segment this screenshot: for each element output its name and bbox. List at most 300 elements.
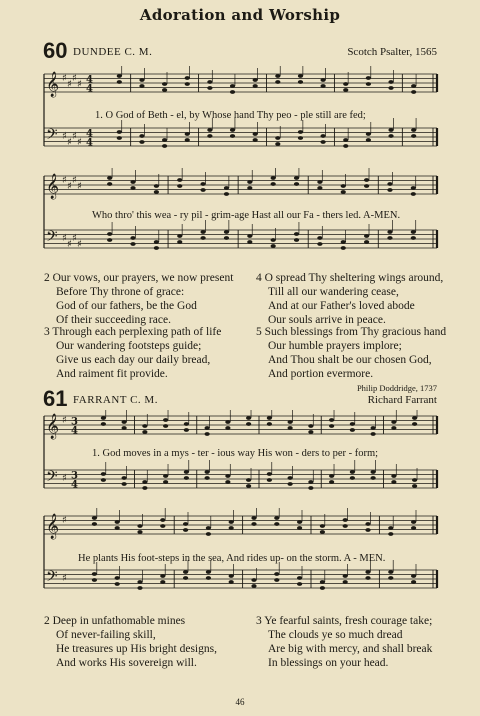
notehead [320, 586, 325, 590]
notehead [320, 524, 325, 528]
hymn-number-61: 61 [43, 386, 68, 411]
tune-name-farrant: FARRANT C. M. [73, 394, 158, 406]
notehead [230, 128, 235, 132]
time-signature-top: 3 [71, 416, 78, 428]
notehead [160, 518, 165, 522]
notehead [365, 576, 370, 580]
notehead [343, 82, 348, 86]
notehead [107, 176, 112, 180]
treble-clef-icon: 𝄞 [46, 72, 60, 97]
bass-clef-icon: 𝄢 [46, 228, 58, 249]
notehead [308, 486, 313, 490]
notehead [201, 230, 206, 234]
notehead [184, 422, 189, 426]
notehead [201, 182, 206, 186]
notehead [160, 524, 165, 528]
notehead [288, 482, 293, 486]
notehead [412, 484, 417, 488]
notehead [251, 584, 256, 588]
page-number: 46 [235, 697, 245, 707]
notehead [162, 82, 167, 86]
sharp-icon: ♯ [67, 239, 72, 250]
notehead [101, 478, 106, 482]
notehead [177, 234, 182, 238]
notehead [183, 570, 188, 574]
verse-line: Of their succeeding race. [56, 314, 171, 326]
notehead [139, 84, 144, 88]
notehead [137, 580, 142, 584]
notehead [162, 144, 167, 148]
notehead [142, 430, 147, 434]
notehead [271, 238, 276, 242]
notehead [224, 186, 229, 190]
notehead [388, 134, 393, 138]
notehead [294, 232, 299, 236]
notehead [246, 422, 251, 426]
notehead [224, 236, 229, 240]
verse-5-60 [256, 325, 446, 381]
notehead [387, 188, 392, 192]
composer-61: Richard Farrant [367, 394, 437, 406]
notehead [411, 574, 416, 578]
notehead [185, 132, 190, 136]
notehead [271, 182, 276, 186]
notehead [139, 134, 144, 138]
notehead [308, 424, 313, 428]
notehead [288, 476, 293, 480]
notehead [163, 424, 168, 428]
notehead [275, 74, 280, 78]
notehead [137, 586, 142, 590]
sharp-icon: ♯ [72, 175, 77, 186]
notehead [274, 578, 279, 582]
lyrics-61-line-1: 1. God moves in a mys - ter - ious way His won - ders to per - form; [92, 448, 379, 459]
notehead [364, 184, 369, 188]
notehead [183, 522, 188, 526]
notehead [229, 574, 234, 578]
verse-line: And works His sovereign will. [56, 657, 197, 669]
notehead [298, 74, 303, 78]
notehead [317, 236, 322, 240]
lyrics-60-line-2: Who thro' this wea - ry pil - grim-age Hast all our Fa - thers led. A-MEN. [92, 210, 401, 221]
verse-line: 2 Deep in unfathomable mines [44, 615, 186, 627]
notehead [391, 420, 396, 424]
notehead [205, 476, 210, 480]
notehead [115, 576, 120, 580]
notehead [115, 526, 120, 530]
notehead [205, 470, 210, 474]
notehead [253, 132, 258, 136]
notehead [371, 470, 376, 474]
notehead [206, 570, 211, 574]
notehead [411, 236, 416, 240]
bass-clef-icon: 𝄢 [46, 468, 58, 489]
composer-60: Scotch Psalter, 1565 [347, 46, 437, 58]
notehead [341, 190, 346, 194]
notehead [321, 78, 326, 82]
notehead [294, 176, 299, 180]
notehead [412, 416, 417, 420]
notehead [160, 580, 165, 584]
verse-3-60 [44, 325, 221, 381]
notehead [163, 480, 168, 484]
notehead [154, 240, 159, 244]
notehead [207, 80, 212, 84]
notehead [205, 426, 210, 430]
notehead [246, 478, 251, 482]
verse-2-60 [44, 271, 233, 327]
verse-line: 3 Through each perplexing path of life [44, 326, 222, 338]
notehead [298, 80, 303, 84]
notehead [163, 474, 168, 478]
notehead [230, 90, 235, 94]
tune-name-dundee: DUNDEE C. M. [73, 46, 153, 58]
notehead [298, 136, 303, 140]
notehead [341, 240, 346, 244]
notehead [388, 526, 393, 530]
sharp-icon: ♯ [62, 73, 67, 84]
notehead [365, 528, 370, 532]
notehead [137, 530, 142, 534]
music-system-61-2 [0, 508, 480, 628]
notehead [154, 190, 159, 194]
notehead [321, 140, 326, 144]
notehead [341, 184, 346, 188]
notehead [92, 578, 97, 582]
notehead [201, 188, 206, 192]
verse-line: And Thou shalt be our chosen God, [268, 354, 432, 366]
sharp-icon: ♯ [67, 79, 72, 90]
notehead [411, 186, 416, 190]
treble-clef-icon: 𝄞 [46, 174, 60, 199]
notehead [329, 474, 334, 478]
verse-line: Our humble prayers implore; [268, 340, 402, 352]
verse-line: He treasures up His bright designs, [56, 643, 217, 655]
notehead [411, 580, 416, 584]
notehead [275, 136, 280, 140]
notehead [139, 140, 144, 144]
time-signature-top: 4 [86, 128, 93, 140]
verse-2-61 [44, 614, 217, 670]
verse-4-60 [256, 271, 443, 327]
notehead [207, 128, 212, 132]
bass-clef-icon: 𝄢 [46, 568, 58, 589]
notehead [225, 474, 230, 478]
notehead [317, 186, 322, 190]
notehead [225, 426, 230, 430]
notehead [343, 138, 348, 142]
notehead [364, 178, 369, 182]
notehead [366, 82, 371, 86]
notehead [207, 134, 212, 138]
notehead [251, 516, 256, 520]
notehead [246, 484, 251, 488]
notehead [122, 420, 127, 424]
notehead [371, 432, 376, 436]
notehead [205, 432, 210, 436]
notehead [350, 422, 355, 426]
notehead [160, 574, 165, 578]
notehead [183, 528, 188, 532]
notehead [343, 88, 348, 92]
notehead [224, 192, 229, 196]
notehead [271, 176, 276, 180]
sharp-icon: ♯ [62, 573, 67, 584]
notehead [267, 416, 272, 420]
notehead [274, 572, 279, 576]
notehead [253, 84, 258, 88]
notehead [366, 138, 371, 142]
notehead [230, 84, 235, 88]
time-signature-top: 3 [71, 470, 78, 482]
verse-line: 2 Our vows, our prayers, we now present [44, 272, 234, 284]
notehead [142, 424, 147, 428]
notehead [130, 180, 135, 184]
verse-line: Till all our wandering cease, [268, 286, 399, 298]
notehead [162, 88, 167, 92]
notehead [366, 76, 371, 80]
notehead [267, 422, 272, 426]
time-signature-bottom: 4 [86, 83, 93, 95]
music-system-60-2 [0, 168, 480, 288]
notehead [230, 134, 235, 138]
notehead [320, 530, 325, 534]
notehead [343, 524, 348, 528]
sharp-icon: ♯ [62, 473, 67, 484]
verse-line: Before Thy throne of grace: [56, 286, 185, 298]
notehead [350, 470, 355, 474]
notehead [329, 480, 334, 484]
notehead [92, 516, 97, 520]
notehead [206, 532, 211, 536]
notehead [274, 522, 279, 526]
notehead [117, 80, 122, 84]
sharp-icon: ♯ [62, 515, 67, 526]
treble-clef-icon: 𝄞 [46, 414, 60, 439]
notehead [251, 578, 256, 582]
notehead [225, 480, 230, 484]
notehead [207, 86, 212, 90]
notehead [391, 474, 396, 478]
notehead [92, 572, 97, 576]
notehead [329, 424, 334, 428]
notehead [177, 178, 182, 182]
notehead [247, 240, 252, 244]
notehead [275, 142, 280, 146]
sharp-icon: ♯ [67, 181, 72, 192]
verse-line: In blessings on your head. [268, 657, 389, 669]
lyrics-61-line-2: He plants His foot-steps in the sea, And rides up- on the storm. A - MEN. [78, 553, 386, 564]
notehead [411, 192, 416, 196]
verse-line: And portion evermore. [268, 368, 374, 380]
notehead [411, 520, 416, 524]
notehead [177, 184, 182, 188]
time-signature-top: 4 [86, 74, 93, 86]
notehead [388, 576, 393, 580]
sharp-icon: ♯ [62, 131, 67, 142]
notehead [388, 80, 393, 84]
notehead [225, 420, 230, 424]
notehead [411, 526, 416, 530]
sharp-icon: ♯ [62, 415, 67, 426]
notehead [411, 90, 416, 94]
notehead [350, 428, 355, 432]
notehead [206, 526, 211, 530]
sharp-icon: ♯ [72, 131, 77, 142]
verse-line: Are big with mercy, and shall break [268, 643, 433, 655]
verse-line: The clouds ye so much dread [268, 629, 403, 641]
sharp-icon: ♯ [72, 233, 77, 244]
notehead [365, 522, 370, 526]
notehead [154, 184, 159, 188]
verse-3-61 [256, 614, 432, 670]
verse-line: Give us each day our daily bread, [56, 354, 211, 366]
notehead [317, 180, 322, 184]
verse-line: And raiment fit provide. [56, 368, 168, 380]
notehead [294, 238, 299, 242]
notehead [329, 418, 334, 422]
notehead [371, 426, 376, 430]
notehead [343, 144, 348, 148]
notehead [364, 234, 369, 238]
notehead [201, 236, 206, 240]
notehead [308, 480, 313, 484]
notehead [317, 242, 322, 246]
notehead [246, 416, 251, 420]
notehead [388, 128, 393, 132]
notehead [122, 426, 127, 430]
notehead [388, 86, 393, 90]
notehead [267, 478, 272, 482]
notehead [388, 570, 393, 574]
notehead [297, 526, 302, 530]
notehead [107, 232, 112, 236]
notehead [229, 580, 234, 584]
verse-line: And at our Father's loved abode [268, 300, 415, 312]
sharp-icon: ♯ [62, 233, 67, 244]
notehead [251, 522, 256, 526]
bass-clef-icon: 𝄢 [46, 126, 58, 147]
notehead [185, 138, 190, 142]
notehead [391, 426, 396, 430]
notehead [321, 84, 326, 88]
notehead [130, 236, 135, 240]
notehead [387, 182, 392, 186]
notehead [288, 426, 293, 430]
notehead [297, 582, 302, 586]
notehead [343, 574, 348, 578]
notehead [115, 582, 120, 586]
notehead [115, 520, 120, 524]
notehead [224, 230, 229, 234]
verse-line: Our souls arrive in peace. [268, 314, 386, 326]
notehead [117, 136, 122, 140]
notehead [274, 516, 279, 520]
notehead [184, 470, 189, 474]
notehead [184, 428, 189, 432]
notehead [288, 420, 293, 424]
notehead [130, 242, 135, 246]
notehead [366, 132, 371, 136]
notehead [137, 524, 142, 528]
notehead [387, 230, 392, 234]
notehead [229, 520, 234, 524]
hymn-number-60: 60 [43, 38, 68, 63]
notehead [142, 486, 147, 490]
notehead [275, 80, 280, 84]
notehead [297, 576, 302, 580]
notehead [247, 234, 252, 238]
notehead [343, 580, 348, 584]
notehead [206, 576, 211, 580]
sharp-icon: ♯ [67, 137, 72, 148]
notehead [247, 180, 252, 184]
sharp-icon: ♯ [77, 239, 82, 250]
notehead [162, 138, 167, 142]
sharp-icon: ♯ [77, 181, 82, 192]
notehead [253, 78, 258, 82]
time-signature-bottom: 4 [86, 137, 93, 149]
notehead [298, 130, 303, 134]
notehead [122, 482, 127, 486]
verse-line: 4 O spread Thy sheltering wings around, [256, 272, 444, 284]
lyrics-60-line-1: 1. O God of Beth - el, by Whose hand Thy peo - ple still are fed; [95, 110, 366, 121]
notehead [371, 476, 376, 480]
notehead [341, 246, 346, 250]
notehead [411, 230, 416, 234]
treble-clef-icon: 𝄞 [46, 514, 60, 539]
verse-line: 3 Ye fearful saints, fresh courage take; [256, 615, 433, 627]
notehead [139, 78, 144, 82]
notehead [308, 430, 313, 434]
notehead [364, 240, 369, 244]
notehead [92, 522, 97, 526]
notehead [130, 186, 135, 190]
notehead [253, 138, 258, 142]
notehead [297, 520, 302, 524]
notehead [107, 182, 112, 186]
sharp-icon: ♯ [77, 137, 82, 148]
verse-line: Of never-failing skill, [56, 629, 156, 641]
notehead [185, 76, 190, 80]
notehead [321, 134, 326, 138]
notehead [122, 476, 127, 480]
notehead [154, 246, 159, 250]
notehead [183, 576, 188, 580]
notehead [271, 244, 276, 248]
notehead [365, 570, 370, 574]
notehead [185, 82, 190, 86]
notehead [320, 580, 325, 584]
notehead [343, 518, 348, 522]
notehead [117, 74, 122, 78]
sharp-icon: ♯ [72, 73, 77, 84]
notehead [107, 238, 112, 242]
notehead [391, 480, 396, 484]
sharp-icon: ♯ [62, 175, 67, 186]
notehead [247, 186, 252, 190]
notehead [350, 476, 355, 480]
notehead [412, 422, 417, 426]
notehead [229, 526, 234, 530]
notehead [387, 236, 392, 240]
notehead [388, 532, 393, 536]
section-title: Adoration and Worship [139, 6, 341, 24]
notehead [412, 478, 417, 482]
time-signature-bottom: 4 [71, 479, 78, 491]
notehead [117, 130, 122, 134]
notehead [101, 416, 106, 420]
